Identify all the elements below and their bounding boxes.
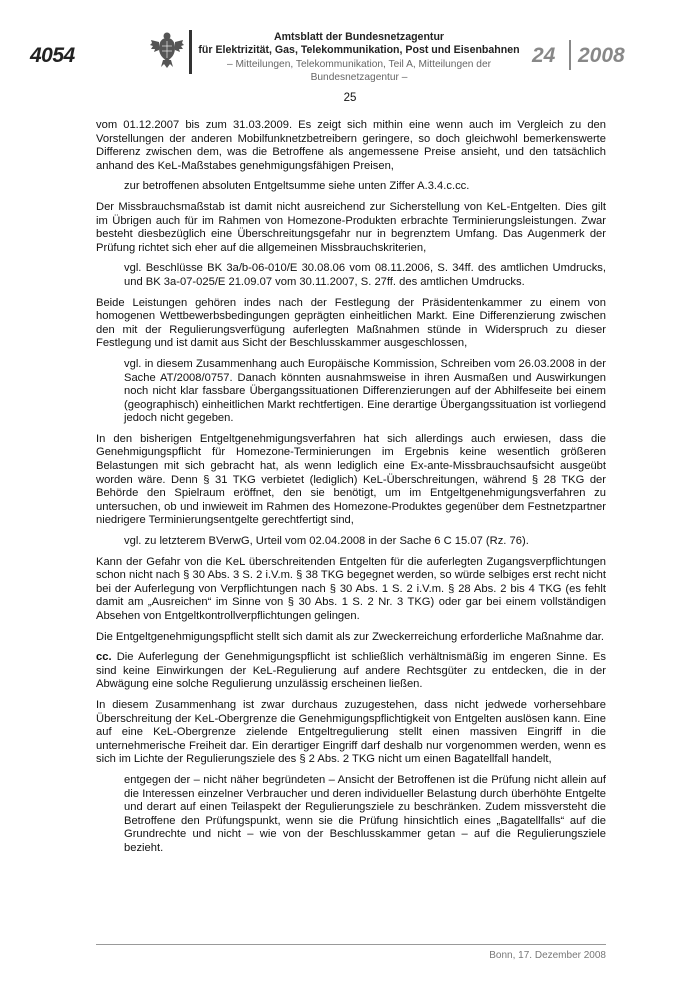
- gazette-title-line2: für Elektrizität, Gas, Telekommunikation, Post und Eisenbahnen: [198, 44, 520, 56]
- footer-date: Bonn, 17. Dezember 2008: [489, 950, 606, 961]
- federal-eagle-icon: [150, 30, 184, 68]
- paragraph: In den bisherigen Entgeltgenehmigungsverfahren hat sich allerdings auch erwiesen, dass die Genehmigungspflicht für Homezone-Terminierungen im Ergebnis keine wesentlich größeren Belastungen mit sich gebracht hat, als wenn lediglich eine Ex-ante-Missbrauchsaufsicht ausgeübt worden wäre. Denn § 31 TKG verbietet (lediglich) KeL-Überschreitungen, während § 28 TKG der Behörde den Spielraum eröffnet, den sie benötigt, um im Entgeltgenehmigungsverfahren zu untersuchen, ob und inwieweit im Rahmen des Homezone-Produktes gegenüber dem Festnetzpartner niedrigere Terminierungsentgelte gerechtfertigt sind,: [96, 432, 606, 527]
- paragraph: Die Entgeltgenehmigungspflicht stellt sich damit als zur Zweckerreichung erforderliche Maßnahme dar.: [96, 630, 605, 643]
- paragraph: Kann der Gefahr von die KeL überschreitenden Entgelten für die auferlegten Zugangsverpflichtungen schon nicht nach § 30 Abs. 3 S. 2 i.V.m. § 38 TKG begegnet werden, so würde selbiges erst recht nicht bei der Auferlegung von Verpflichtungen nach § 30 Abs. 1 S. 2 i.V.m. § 28 Abs. 2 bis 4 TKG (es fehlt damit am „Ausreichen“ im Sinne von § 30 Abs. 1 S. 2 Nr. 3 TKG) oder gar bei einem vollständigen Absehen von Entgeltkontrollverpflichtungen gelingen.: [96, 555, 606, 622]
- paragraph: vom 01.12.2007 bis zum 31.03.2009. Es zeigt sich mithin eine wenn auch im Vergleich zu den Vorstellungen der anderen Mobilfunknetzbetreibern geringere, so doch gleichwohl bemerkenswerte Differenz zwischen dem, was die Betroffene als angemessene Preise ansieht, und den tatsächlich anhand des KeL-Maßstabes genehmigungsfähigen Preisen,: [96, 119, 606, 172]
- document-page-number: 25: [343, 92, 357, 104]
- paragraph: Der Missbrauchsmaßstab ist damit nicht ausreichend zur Sicherstellung von KeL-Entgelten. Dies gilt im Übrigen auch für im Rahmen von Homezone-Produkten erbrachte Terminierungsleistungen. Zwar besteht diesbezüglich eine Überschreitungsgefahr nur in begrenztem Umfang. Das Augenmerk der Prüfung richtet sich eher auf die allgemeinen Missbrauchskriterien,: [96, 200, 606, 254]
- paragraph: In diesem Zusammenhang ist zwar durchaus zuzugestehen, dass nicht jedwede vorhersehbare Überschreitung der KeL-Obergrenze die Genehmigungspflichtigkeit von Entgelten auslösen kann. Eine auf eine KeL-Obergrenze zielende Entgeltregulierung stellt einen massiven Eingriff in die unternehmerische Freiheit dar. Ein derartiger Eingriff darf deshalb nur vorgenommen werden, wenn es sich im Lichte der Regulierungsziele des § 2 Abs. 2 TKG nicht um einen Bagatellfall handelt,: [96, 698, 606, 766]
- gazette-subtitle: – Mitteilungen, Telekommunikation, Teil A, Mitteilungen der Bundesnetzagentur –: [226, 59, 492, 83]
- quote-paragraph: vgl. Beschlüsse BK 3a/b-06-010/E 30.08.06 vom 08.11.2006, S. 34ff. des amtlichen Umdrucks, und BK 3a-07-025/E 21.09.07 vom 30.11.2007, S. 27ff. des amtlichen Umdrucks.: [124, 262, 606, 288]
- paragraph: Beide Leistungen gehören indes nach der Festlegung der Präsidentenkammer zu einem von homogenen Wettbewerbsbedingungen geprägten einheitlichen Markt. Eine Differenzierung zwischen den mit der Regulierungsverfügung auferlegten Maßnahmen stünde in Widerspruch zu dieser Festlegung und ist damit aus Sicht der Beschlusskammer ausgeschlossen,: [96, 296, 606, 350]
- quote-paragraph: entgegen der – nicht näher begründeten – Ansicht der Betroffenen ist die Prüfung nicht allein auf die Interessen einzelner Verbraucher und deren individueller Belastung durch überhöhte Entgelte und derart auf einen Teilaspekt der Regulierungsziele zu beschränken. Zudem missversteht die Betroffene den Prüfungspunkt, wenn sie die Prüfung hinsichtlich eines „Bagatellfalls“ auf die Grundrechte und nicht – wie von der Beschlusskammer getan – auf die Regulierungsziele bezieht.: [124, 773, 606, 854]
- paragraph: [96, 651, 606, 692]
- quote-paragraph: zur betroffenen absoluten Entgeltsumme siehe unten Ziffer A.3.4.c.cc.: [124, 180, 470, 193]
- document-body: [96, 119, 606, 863]
- quote-paragraph: vgl. zu letzterem BVerwG, Urteil vom 02.04.2008 in der Sache 6 C 15.07 (Rz. 76).: [124, 535, 529, 548]
- quote-paragraph: vgl. in diesem Zusammenhang auch Europäische Kommission, Schreiben vom 26.03.2008 in der Sache AT/2008/0757. Danach könnten ausnahmsweise in ihren Ausmaßen und Auswirkungen noch nicht klar fassbare Übergangssituationen Differenzierungen auf der Abhilfeseite bei einem (geographisch) einheitlichen Markt rechtfertigen. Eine derartige Übergangssituation ist vorliegend jedoch nicht gegeben.: [124, 357, 606, 425]
- issue-year: 2008: [578, 44, 625, 67]
- issue-divider: [569, 40, 571, 70]
- header-divider: [189, 30, 192, 74]
- gazette-title: Amtsblatt der Bundesnetzagentur: [273, 31, 445, 43]
- footer-rule: [96, 944, 606, 945]
- section-lead: cc.: [96, 651, 112, 664]
- issue-number: 24: [532, 44, 556, 67]
- gazette-page-number: 4054: [30, 44, 75, 67]
- paragraph-text: Die Auferlegung der Genehmigungspflicht ist schließlich verhältnismäßig im engeren Sinne. Es sind keine Einwirkungen der KeL-Regulierung auf andere Rechtsgüter zu entdecken, die in der Abwägung eine solche Regulierung unzulässig erscheinen ließen.: [96, 651, 606, 691]
- header-masthead: [198, 31, 520, 84]
